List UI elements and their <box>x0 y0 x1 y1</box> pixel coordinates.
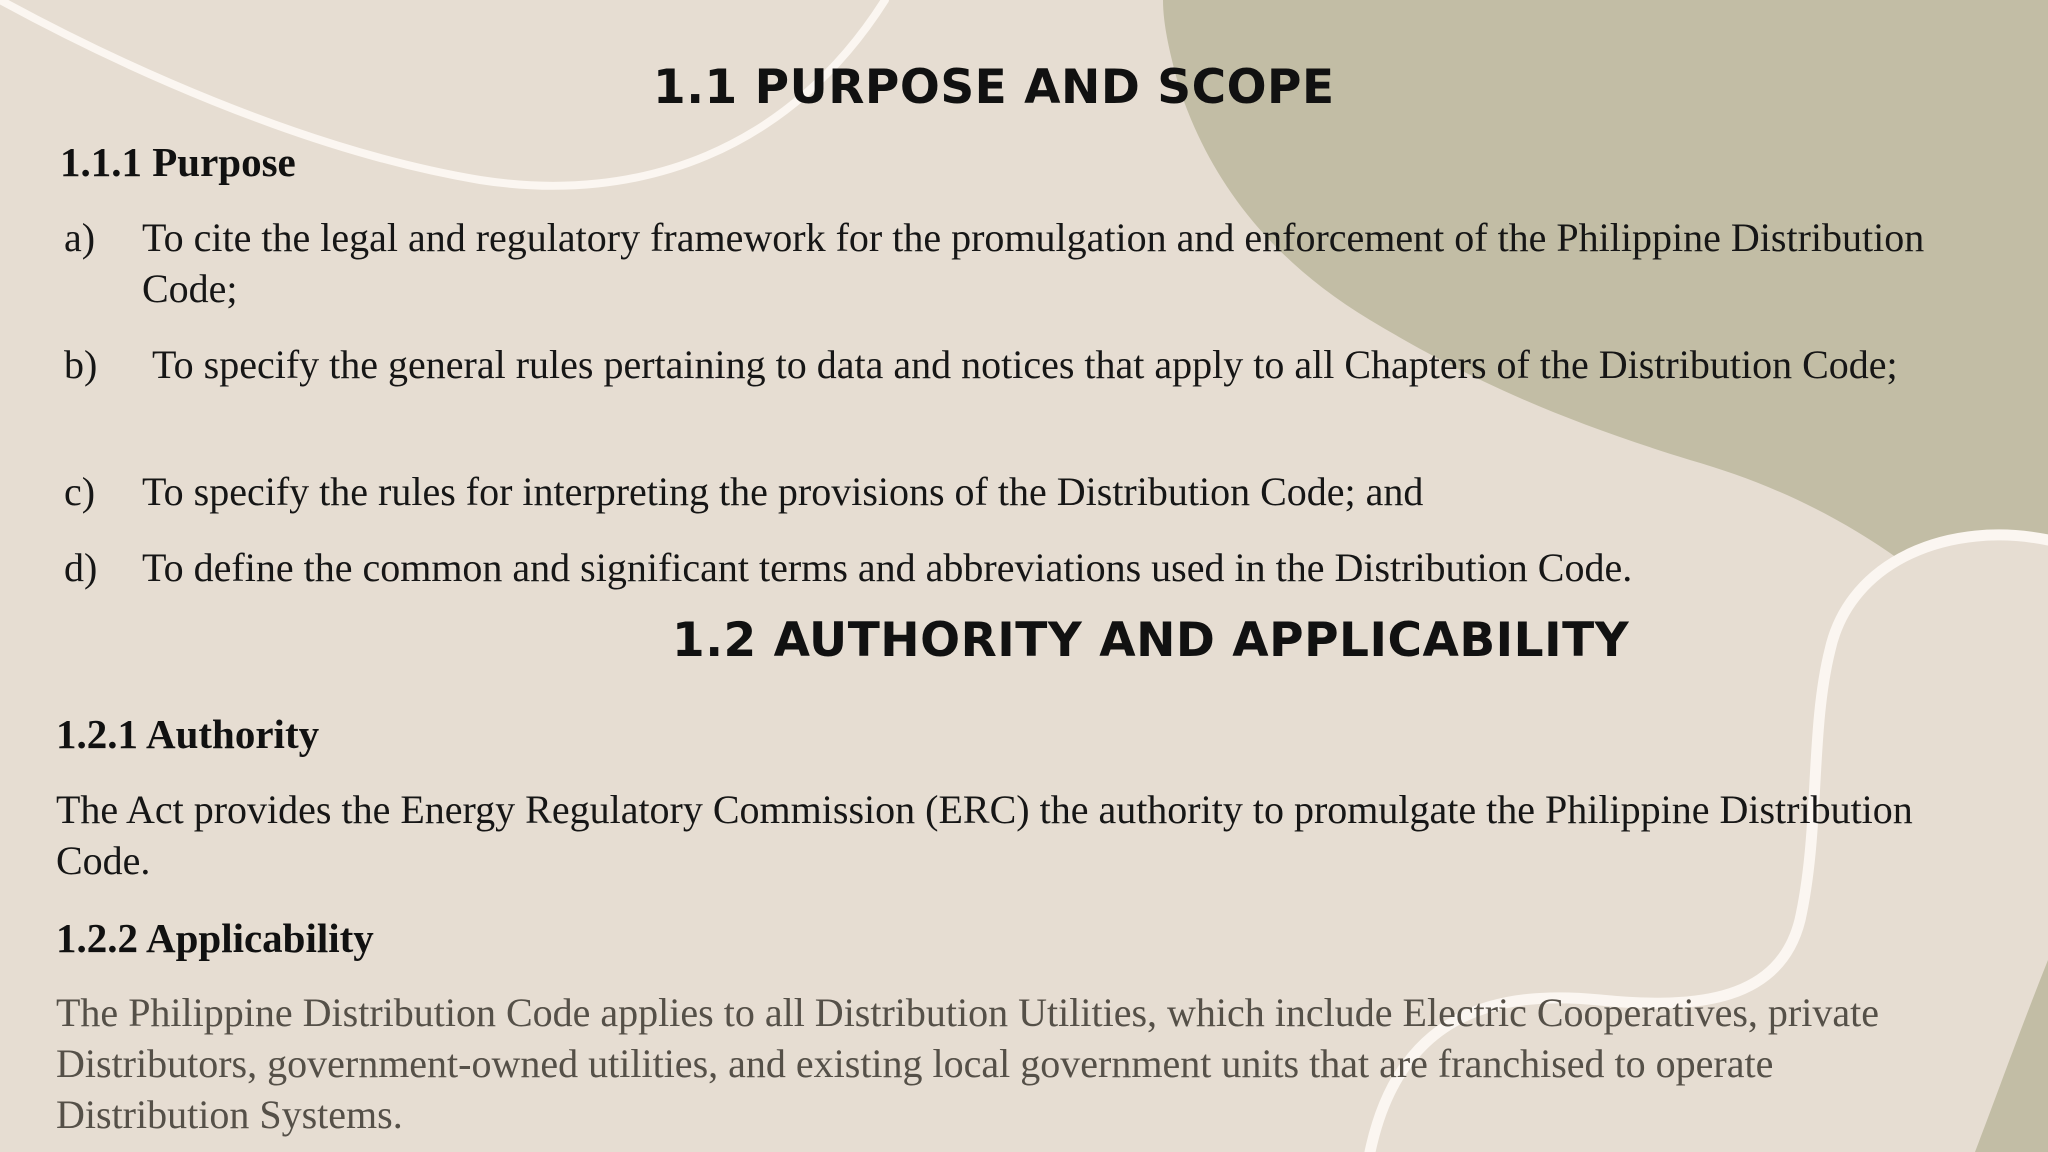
list-item <box>64 542 1964 593</box>
purpose-subheading: 1.1.1 Purpose <box>60 139 296 185</box>
list-item <box>64 466 1964 517</box>
list-item <box>64 212 1964 314</box>
list-item-label: a) <box>64 215 96 260</box>
list-item-text: To specify the rules for interpreting the provisions of the Distribution Code; and <box>142 469 1424 514</box>
section-1-title: 1.1 PURPOSE AND SCOPE <box>653 60 1335 115</box>
list-item-label: c) <box>64 469 96 514</box>
applicability-paragraph: The Philippine Distribution Code applies to all Distribution Utilities, which include Electric Cooperatives, private Distributors, government-owned utilities, and existing local government units that are franchised to operate Distribution Systems. <box>56 990 1879 1137</box>
olive-corner-shape <box>1975 960 2048 1152</box>
list-item <box>64 339 1964 390</box>
authority-subheading: 1.2.1 Authority <box>56 711 320 757</box>
list-item-label: d) <box>64 545 98 590</box>
applicability-subheading: 1.2.2 Applicability <box>56 915 374 961</box>
list-item-text: To cite the legal and regulatory framework for the promulgation and enforcement of the Philippine Distribution Code; <box>142 215 1925 311</box>
list-item-text: To define the common and significant terms and abbreviations used in the Distribution Code. <box>142 545 1633 590</box>
authority-paragraph: The Act provides the Energy Regulatory Commission (ERC) the authority to promulgate the Philippine Distribution Code. <box>56 787 1913 883</box>
section-2-title: 1.2 AUTHORITY AND APPLICABILITY <box>672 613 1630 668</box>
list-item-label: b) <box>64 342 98 387</box>
list-item-text: To specify the general rules pertaining to data and notices that apply to all Chapters of the Distribution Code; <box>142 342 1898 387</box>
